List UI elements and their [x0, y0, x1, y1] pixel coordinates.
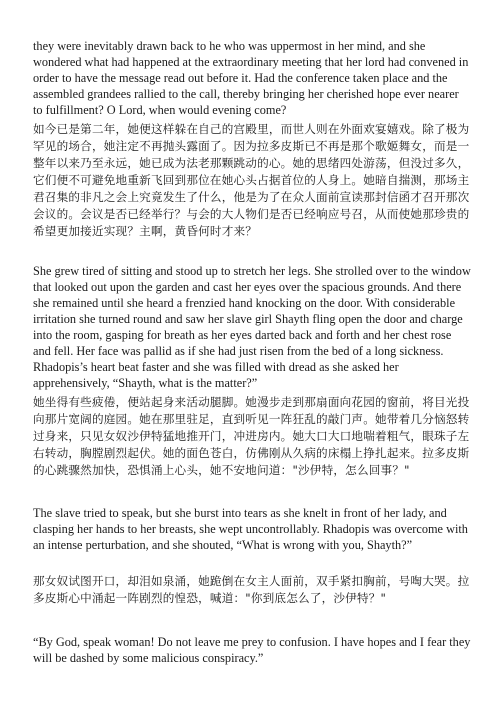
paragraph-chinese-2: 她坐得有些疲倦，便站起身来活动腿脚。她漫步走到那扇面向花园的窗前，将目光投向那片宽阔的庭园。她在那里驻足，直到听见一阵狂乱的敲门声。她带着几分恼怒转过身来，只见女奴沙伊特猛地推开门，冲进房内。她大口大口地喘着粗气，眼珠子左右转动，胸膛剧烈起伏。她的面色苍白，仿佛刚从久病的床榻上挣扎起来。拉多皮斯的心跳骤然加快，恐惧涌上心头，她不安地问道："沙伊特，怎么回事？": [33, 395, 470, 477]
paragraph-chinese-3: 那女奴试图开口，却泪如泉涌，她跪倒在女主人面前，双手紧扣胸前，号啕大哭。拉多皮斯心中涌起一阵剧烈的惶恐，喊道："你到底怎么了，沙伊特？": [33, 574, 470, 605]
paragraph-english-3: The slave tried to speak, but she burst into tears as she knelt in front of her lady, and clasping her hands to her breasts, she wept uncontrollably. Rhadopis was overcome with an intense perturbation, and she shouted, “What is wrong with you, Shayth?”: [33, 506, 468, 552]
paragraph-english-1: they were inevitably drawn back to he who was uppermost in her mind, and she wondered what had happened at the extraordinary meeting that her lord had convened in order to have the message read out before it. Had the conference taken place and the assembled grandees rallied to the call, thereby bringing her cherished hope ever nearer to fulfillment? O Lord, when would evening come?: [33, 39, 469, 117]
paragraph-english-2: She grew tired of sitting and stood up to stretch her legs. She strolled over to the window that looked out upon the garden and cast her eyes over the spacious grounds. And there she remained until she heard a frenzied hand knocking on the door. With considerable irritation she turned round and saw her slave girl Shayth fling open the door and charge into the room, gasping for breath as her eyes darted back and forth and her chest rose and fell. Her face was pallid as if she had just risen from the bed of a long sickness. Rhadopis’s heart beat faster and she was filled with dread as she asked her apprehensively, “Shayth, what is the matter?”: [33, 264, 471, 390]
paragraph-chinese-1: 如今已是第二年，她便这样躲在自己的宫殿里，而世人则在外面欢宴嬉戏。除了极为罕见的场合，她注定不再抛头露面了。因为拉多皮斯已不再是那个歌姬舞女，而是一整年以来乃至永远，她已成为法老那颗跳动的心。她的思绪四处游荡，但没过多久，它们便不可避免地重新飞回到那位在她心头占据首位的人身上。她暗自揣测，那场主君召集的非凡之会上究竟发生了什么，他是为了在众人面前宣读那封信函才召开那次会议的。会议是否已经举行？与会的大人物们是否已经响应号召，从而使她那珍贵的希望更加接近实现？主啊，黄昏何时才来？: [33, 122, 470, 238]
paragraph-english-4: “By God, speak woman! Do not leave me prey to confusion. I have hopes and I fear they will be dashed by some malicious conspiracy.”: [33, 635, 471, 665]
